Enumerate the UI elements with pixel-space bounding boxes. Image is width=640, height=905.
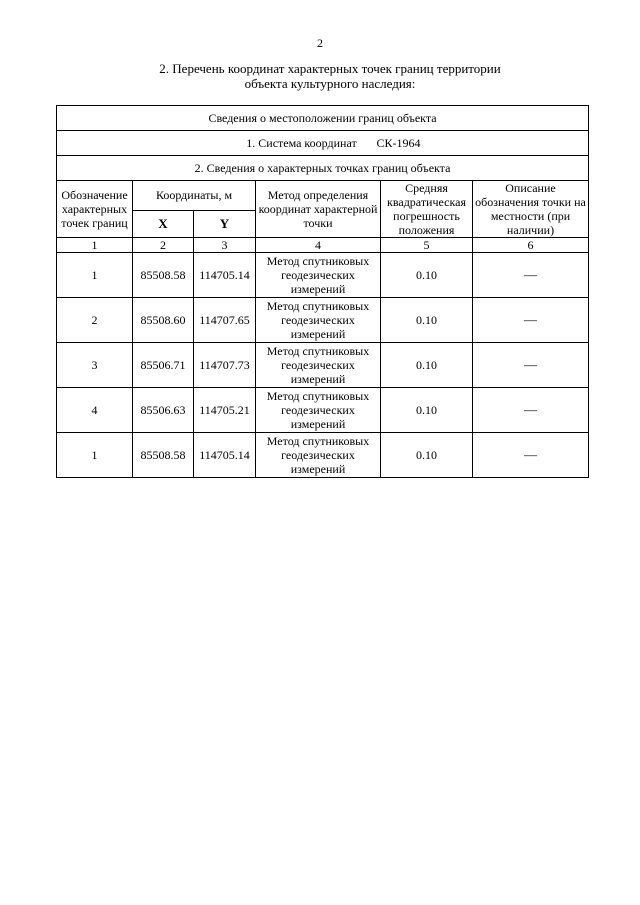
coordinate-x: 85508.58: [133, 433, 194, 478]
header-row: [57, 181, 589, 211]
points-title-row: [57, 156, 589, 181]
error: 0.10: [381, 433, 473, 478]
method: Метод спутниковых геодезических измерений: [256, 298, 381, 343]
header-coordinates: Координаты, м: [133, 181, 256, 211]
column-number: 4: [256, 238, 381, 253]
coordinate-system-label: 1. Система координат: [246, 136, 357, 150]
coordinate-y: 114705.21: [194, 388, 256, 433]
point-designation: 1: [57, 253, 133, 298]
page-number: 2: [317, 36, 323, 50]
heading-line-1: 2. Перечень координат характерных точек границ территории: [159, 61, 501, 76]
error: 0.10: [381, 343, 473, 388]
coordinate-system-row: [57, 131, 589, 156]
coordinate-system-value: СК-1964: [376, 136, 421, 150]
method: Метод спутниковых геодезических измерений: [256, 343, 381, 388]
coordinate-x: 85506.71: [133, 343, 194, 388]
table-row: [57, 433, 589, 478]
point-designation: 1: [57, 433, 133, 478]
header-x: X: [133, 210, 194, 237]
column-number-row: [57, 238, 589, 253]
header-error: Средняя квадратическая погрешность положения: [381, 181, 473, 238]
coordinate-x: 85508.58: [133, 253, 194, 298]
table-row: [57, 343, 589, 388]
point-designation: 3: [57, 343, 133, 388]
column-number: 5: [381, 238, 473, 253]
header-description: Описание обозначения точки на местности (при наличии): [473, 181, 589, 238]
column-number: 1: [57, 238, 133, 253]
document-heading: [100, 61, 560, 91]
column-number: 3: [194, 238, 256, 253]
column-number: 2: [133, 238, 194, 253]
coordinate-y: 114707.73: [194, 343, 256, 388]
description: —: [473, 433, 589, 478]
header-designation: Обозначение характерных точек границ: [57, 181, 133, 238]
coordinates-table: [56, 105, 589, 478]
coordinate-y: 114705.14: [194, 433, 256, 478]
header-y: Y: [194, 210, 256, 237]
table-row: [57, 388, 589, 433]
points-title: 2. Сведения о характерных точках границ объекта: [57, 156, 589, 181]
description: —: [473, 253, 589, 298]
table-row: [57, 253, 589, 298]
method: Метод спутниковых геодезических измерений: [256, 253, 381, 298]
error: 0.10: [381, 253, 473, 298]
table-banner: Сведения о местоположении границ объекта: [57, 106, 589, 131]
description: —: [473, 343, 589, 388]
heading-line-2: объекта культурного наследия:: [244, 76, 416, 91]
header-method: Метод определения координат характерной точки: [256, 181, 381, 238]
description: —: [473, 298, 589, 343]
coordinate-x: 85508.60: [133, 298, 194, 343]
coordinate-y: 114705.14: [194, 253, 256, 298]
description: —: [473, 388, 589, 433]
coordinate-x: 85506.63: [133, 388, 194, 433]
method: Метод спутниковых геодезических измерений: [256, 388, 381, 433]
table-banner-row: [57, 106, 589, 131]
point-designation: 2: [57, 298, 133, 343]
column-number: 6: [473, 238, 589, 253]
coordinate-y: 114707.65: [194, 298, 256, 343]
table-row: [57, 298, 589, 343]
error: 0.10: [381, 298, 473, 343]
point-designation: 4: [57, 388, 133, 433]
method: Метод спутниковых геодезических измерений: [256, 433, 381, 478]
coordinate-system-cell: [57, 131, 589, 156]
error: 0.10: [381, 388, 473, 433]
